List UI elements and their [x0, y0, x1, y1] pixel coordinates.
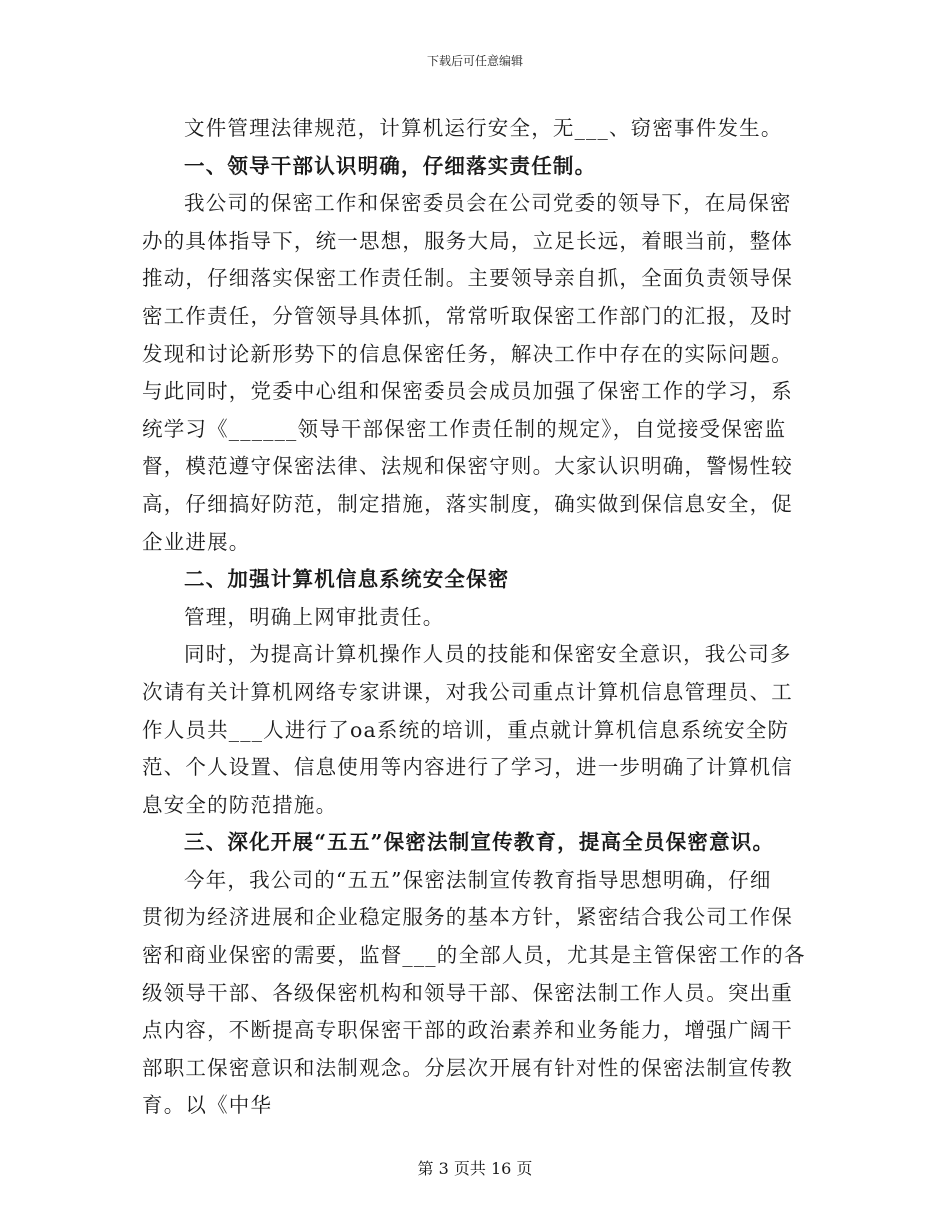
page-number-footer: 第 3 页共 16 页 — [417, 1159, 533, 1178]
body-line: 贯彻为经济进展和企业稳定服务的基本方针，紧密结合我公司工作保 — [142, 905, 793, 930]
section-heading-1: 一、领导干部认识明确，仔细落实责任制。 — [184, 153, 597, 178]
body-line: 点内容，不断提高专职保密干部的政治素养和业务能力，增强广阔干 — [142, 1018, 793, 1043]
body-line: 级领导干部、各级保密机构和领导干部、保密法制工作人员。突出重 — [142, 980, 793, 1005]
body-line: 部职工保密意识和法制观念。分层次开展有针对性的保密法制宣传教 — [142, 1055, 793, 1080]
body-line: 办的具体指导下，统一思想，服务大局，立足长远，着眼当前，整体 — [142, 228, 793, 253]
body-line: 我公司的保密工作和保密委员会在公司党委的领导下，在局保密 — [184, 191, 792, 216]
body-line: 育。以《中华 — [142, 1093, 273, 1118]
body-line: 密工作责任，分管领导具体抓，常常听取保密工作部门的汇报，及时 — [142, 303, 793, 328]
body-line: 同时，为提高计算机操作人员的技能和保密安全意识，我公司多 — [184, 642, 792, 667]
page-header: 下载后可任意编辑 — [426, 54, 523, 68]
body-line: 发现和讨论新形势下的信息保密任务，解决工作中存在的实际问题。 — [142, 341, 793, 366]
body-line: 统学习《______领导干部保密工作责任制的规定》，自觉接受保密监 — [142, 416, 787, 441]
body-line: 范、个人设置、信息使用等内容进行了学习，进一步明确了计算机信 — [142, 755, 793, 780]
body-line: 次请有关计算机网络专家讲课，对我公司重点计算机信息管理员、工 — [142, 679, 793, 704]
section-heading-2: 二、加强计算机信息系统安全保密 — [184, 567, 510, 592]
body-line: 高，仔细搞好防范，制定措施，落实制度，确实做到保信息安全，促 — [142, 491, 793, 516]
document-body — [142, 110, 812, 1125]
body-line: 管理，明确上网审批责任。 — [184, 604, 445, 629]
body-line: 作人员共___人进行了oa系统的培训，重点就计算机信息系统安全防 — [142, 717, 790, 742]
section-heading-3: 三、深化开展“五五”保密法制宣传教育，提高全员保密意识。 — [184, 830, 775, 855]
body-line: 今年，我公司的“五五”保密法制宣传教育指导思想明确，仔细 — [184, 867, 772, 892]
body-line: 文件管理法律规范，计算机运行安全，无___、窃密事件发生。 — [184, 116, 783, 140]
body-line: 与此同时，党委中心组和保密委员会成员加强了保密工作的学习，系 — [142, 379, 793, 404]
body-line: 企业进展。 — [142, 529, 251, 554]
body-line: 督，模范遵守保密法律、法规和保密守则。大家认识明确，警惕性较 — [142, 454, 793, 479]
body-line: 推动，仔细落实保密工作责任制。主要领导亲自抓，全面负责领导保 — [142, 266, 793, 291]
body-line: 息安全的防范措施。 — [142, 792, 338, 817]
body-line: 密和商业保密的需要，监督___的全部人员，尤其是主管保密工作的各 — [142, 943, 806, 968]
